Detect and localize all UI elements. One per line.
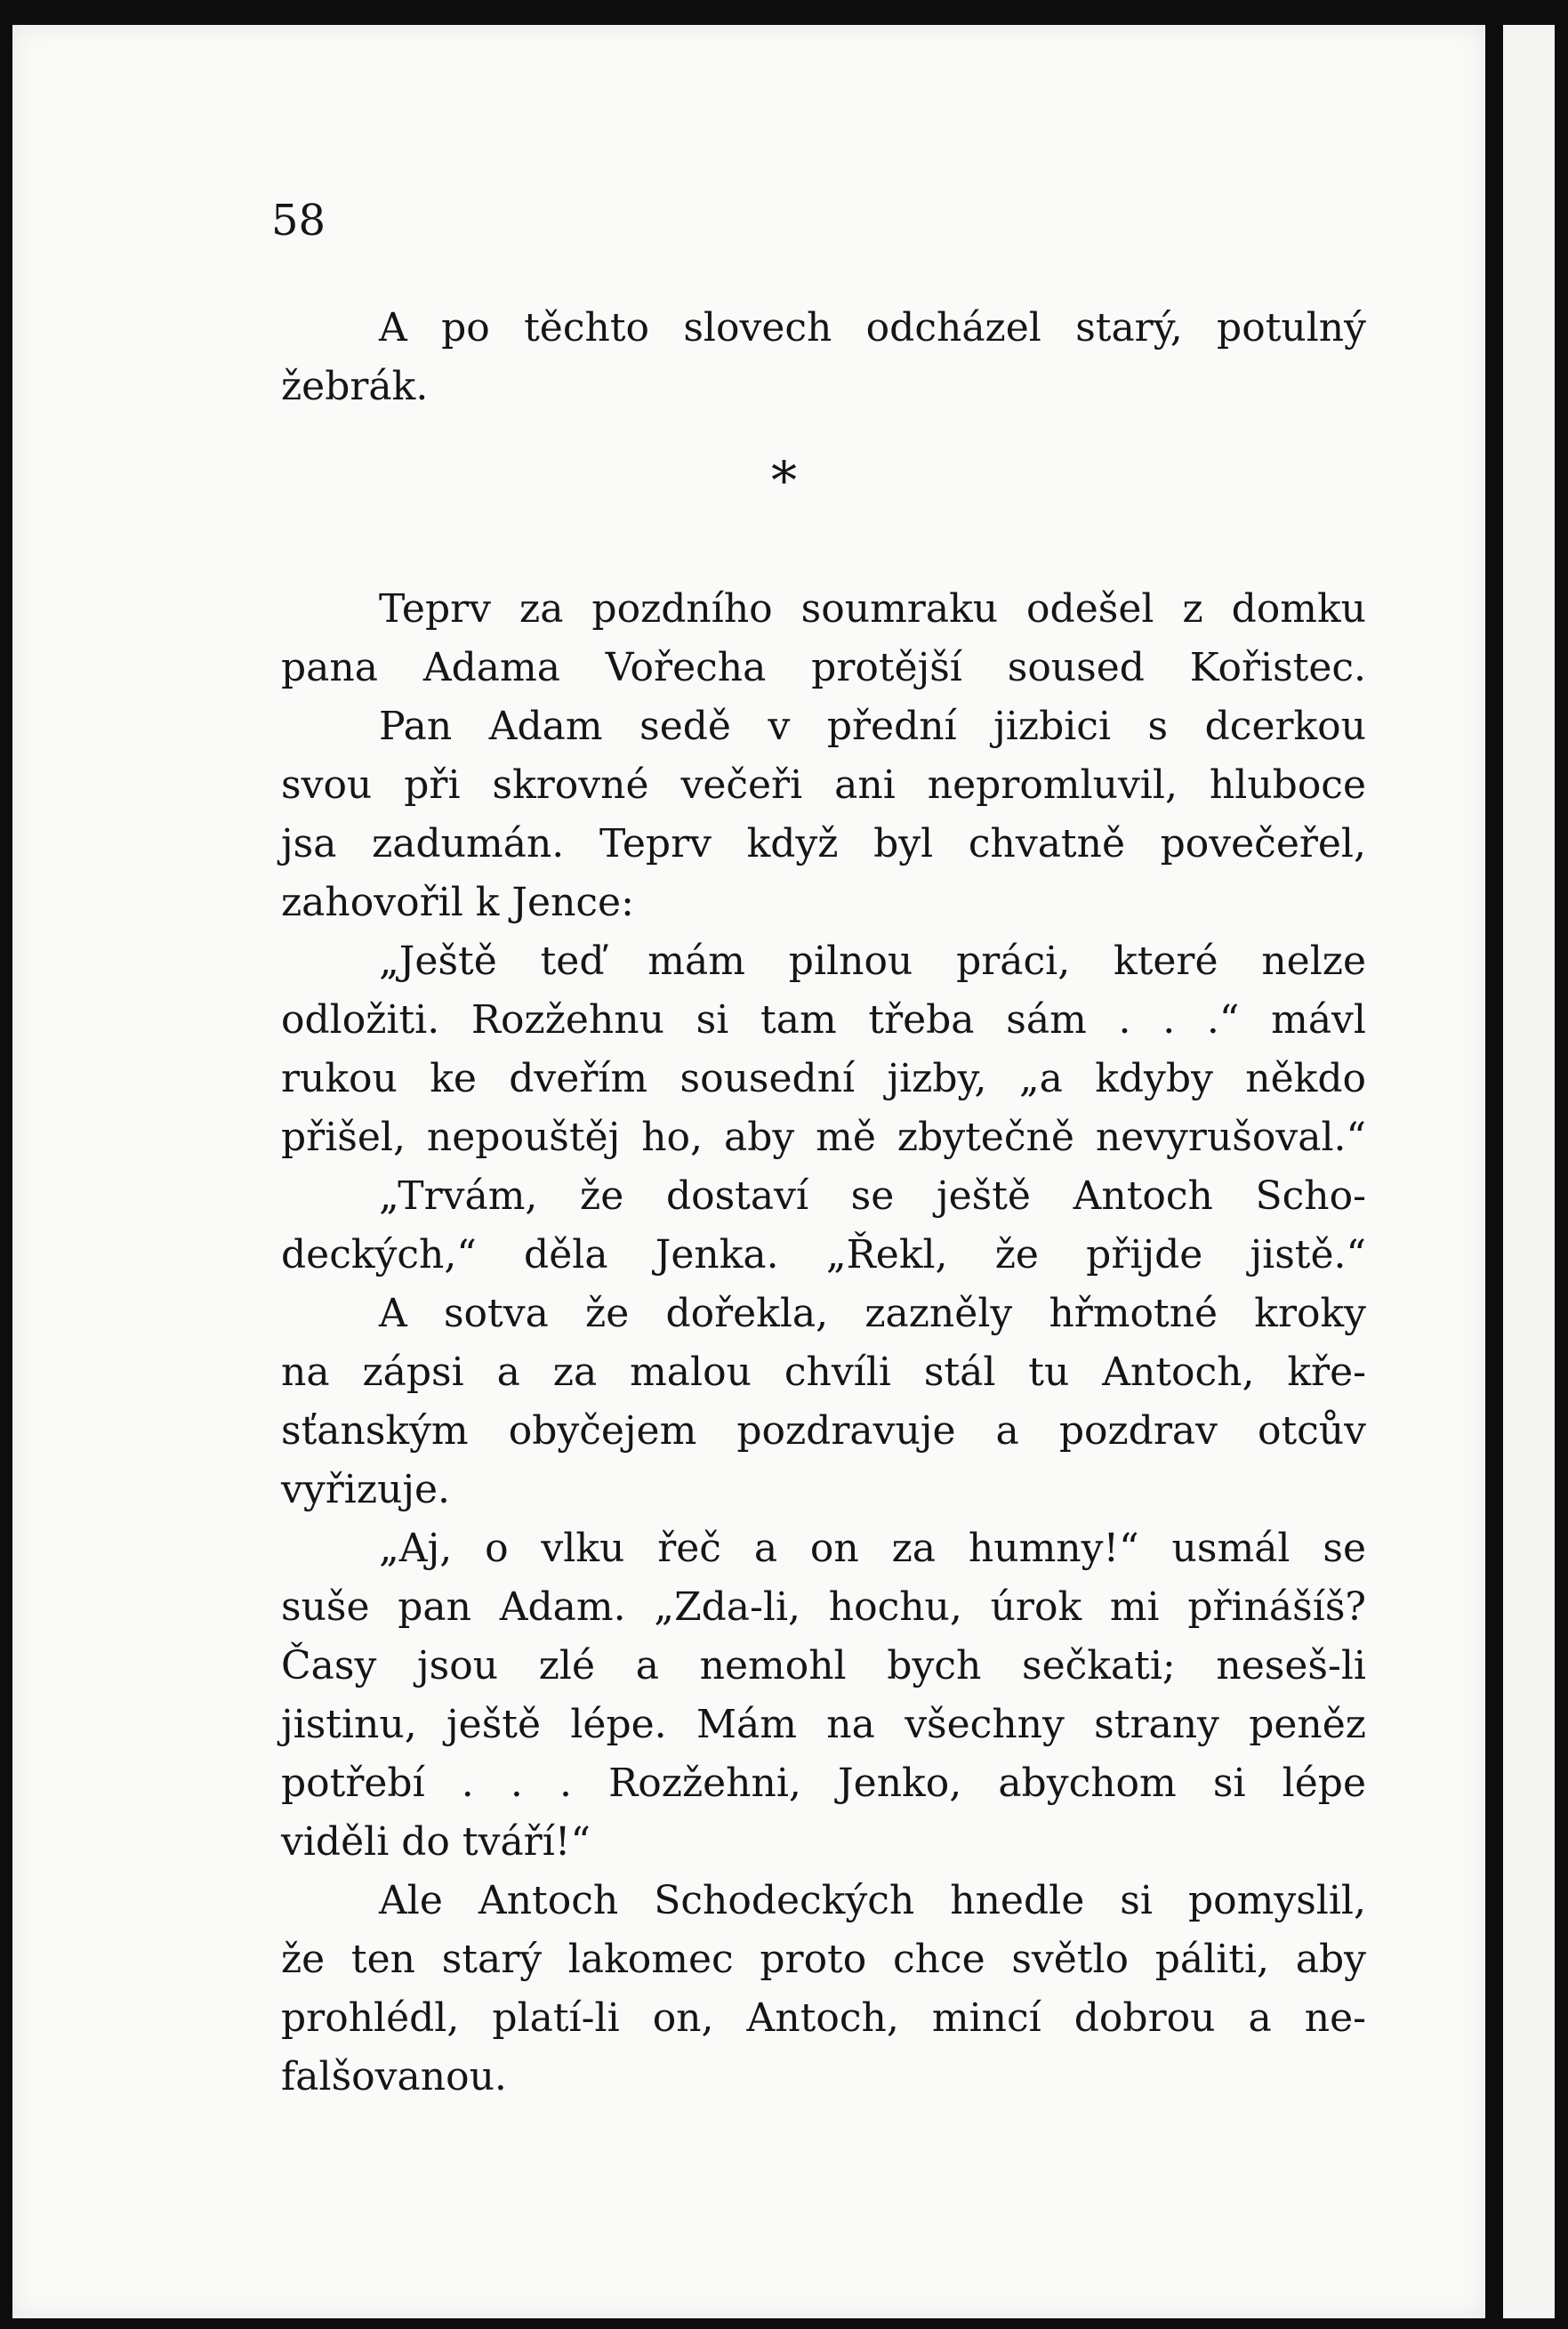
page-number: 58: [271, 196, 326, 246]
text-line: odložiti. Rozžehnu si tam třeba sám . . .“ mávl: [281, 997, 1366, 1043]
text-line: přišel, nepouštěj ho, aby mě zbytečně nevyrušoval.“: [281, 1115, 1366, 1160]
main-text: [281, 580, 1366, 2107]
text-line: falšovanou.: [281, 2054, 507, 2099]
section-separator: *: [771, 450, 797, 511]
text-line: jistinu, ještě lépe. Mám na všechny strany peněz: [281, 1702, 1366, 1747]
text-line: viděli do tváří!“: [281, 1819, 591, 1865]
text-line: Ale Antoch Schodeckých hnedle si pomyslil,: [379, 1878, 1366, 1923]
text-line: „Ještě teď mám pilnou práci, které nelze: [379, 939, 1366, 984]
text-line: „Aj, o vlku řeč a on za humny!“ usmál se: [379, 1526, 1366, 1571]
text-line: zahovořil k Jence:: [281, 880, 634, 925]
text-line: rukou ke dveřím sousední jizby, „a kdyby někdo: [281, 1056, 1366, 1101]
text-line: suše pan Adam. „Zda-li, hochu, úrok mi přinášíš?: [281, 1584, 1366, 1630]
text-line: Časy jsou zlé a nemohl bych sečkati; neseš-li: [281, 1643, 1366, 1688]
paragraph-closing: [281, 299, 1366, 416]
text-line: na zápsi a za malou chvíli stál tu Antoch, kře-: [281, 1350, 1366, 1395]
adjacent-page-edge: [1503, 25, 1555, 2318]
text-line: že ten starý lakomec proto chce světlo páliti, aby: [281, 1937, 1366, 1982]
text-line: vyřizuje.: [281, 1467, 451, 1512]
text-line: prohlédl, platí-li on, Antoch, mincí dobrou a ne-: [281, 1995, 1366, 2041]
text-line: „Trvám, že dostaví se ještě Antoch Scho-: [379, 1173, 1366, 1219]
text-line: Pan Adam sedě v přední jizbici s dcerkou: [379, 704, 1366, 749]
text-line: deckých,“ děla Jenka. „Řekl, že přijde jistě.“: [281, 1232, 1366, 1277]
text-line: pana Adama Vořecha protější soused Kořistec.: [281, 645, 1366, 690]
text-line: A po těchto slovech odcházel starý, potulný: [379, 305, 1366, 351]
text-line: jsa zadumán. Teprv když byl chvatně povečeřel,: [281, 821, 1366, 866]
text-line: A sotva že dořekla, zazněly hřmotné kroky: [379, 1291, 1366, 1336]
text-line: potřebí . . . Rozžehni, Jenko, abychom si lépe: [281, 1761, 1366, 1806]
text-line: svou při skrovné večeři ani nepromluvil, hluboce: [281, 762, 1366, 808]
text-line: sťanským obyčejem pozdravuje a pozdrav otcův: [281, 1408, 1366, 1454]
text-line: Teprv za pozdního soumraku odešel z domku: [379, 586, 1366, 632]
text-line: žebrák.: [281, 364, 429, 409]
